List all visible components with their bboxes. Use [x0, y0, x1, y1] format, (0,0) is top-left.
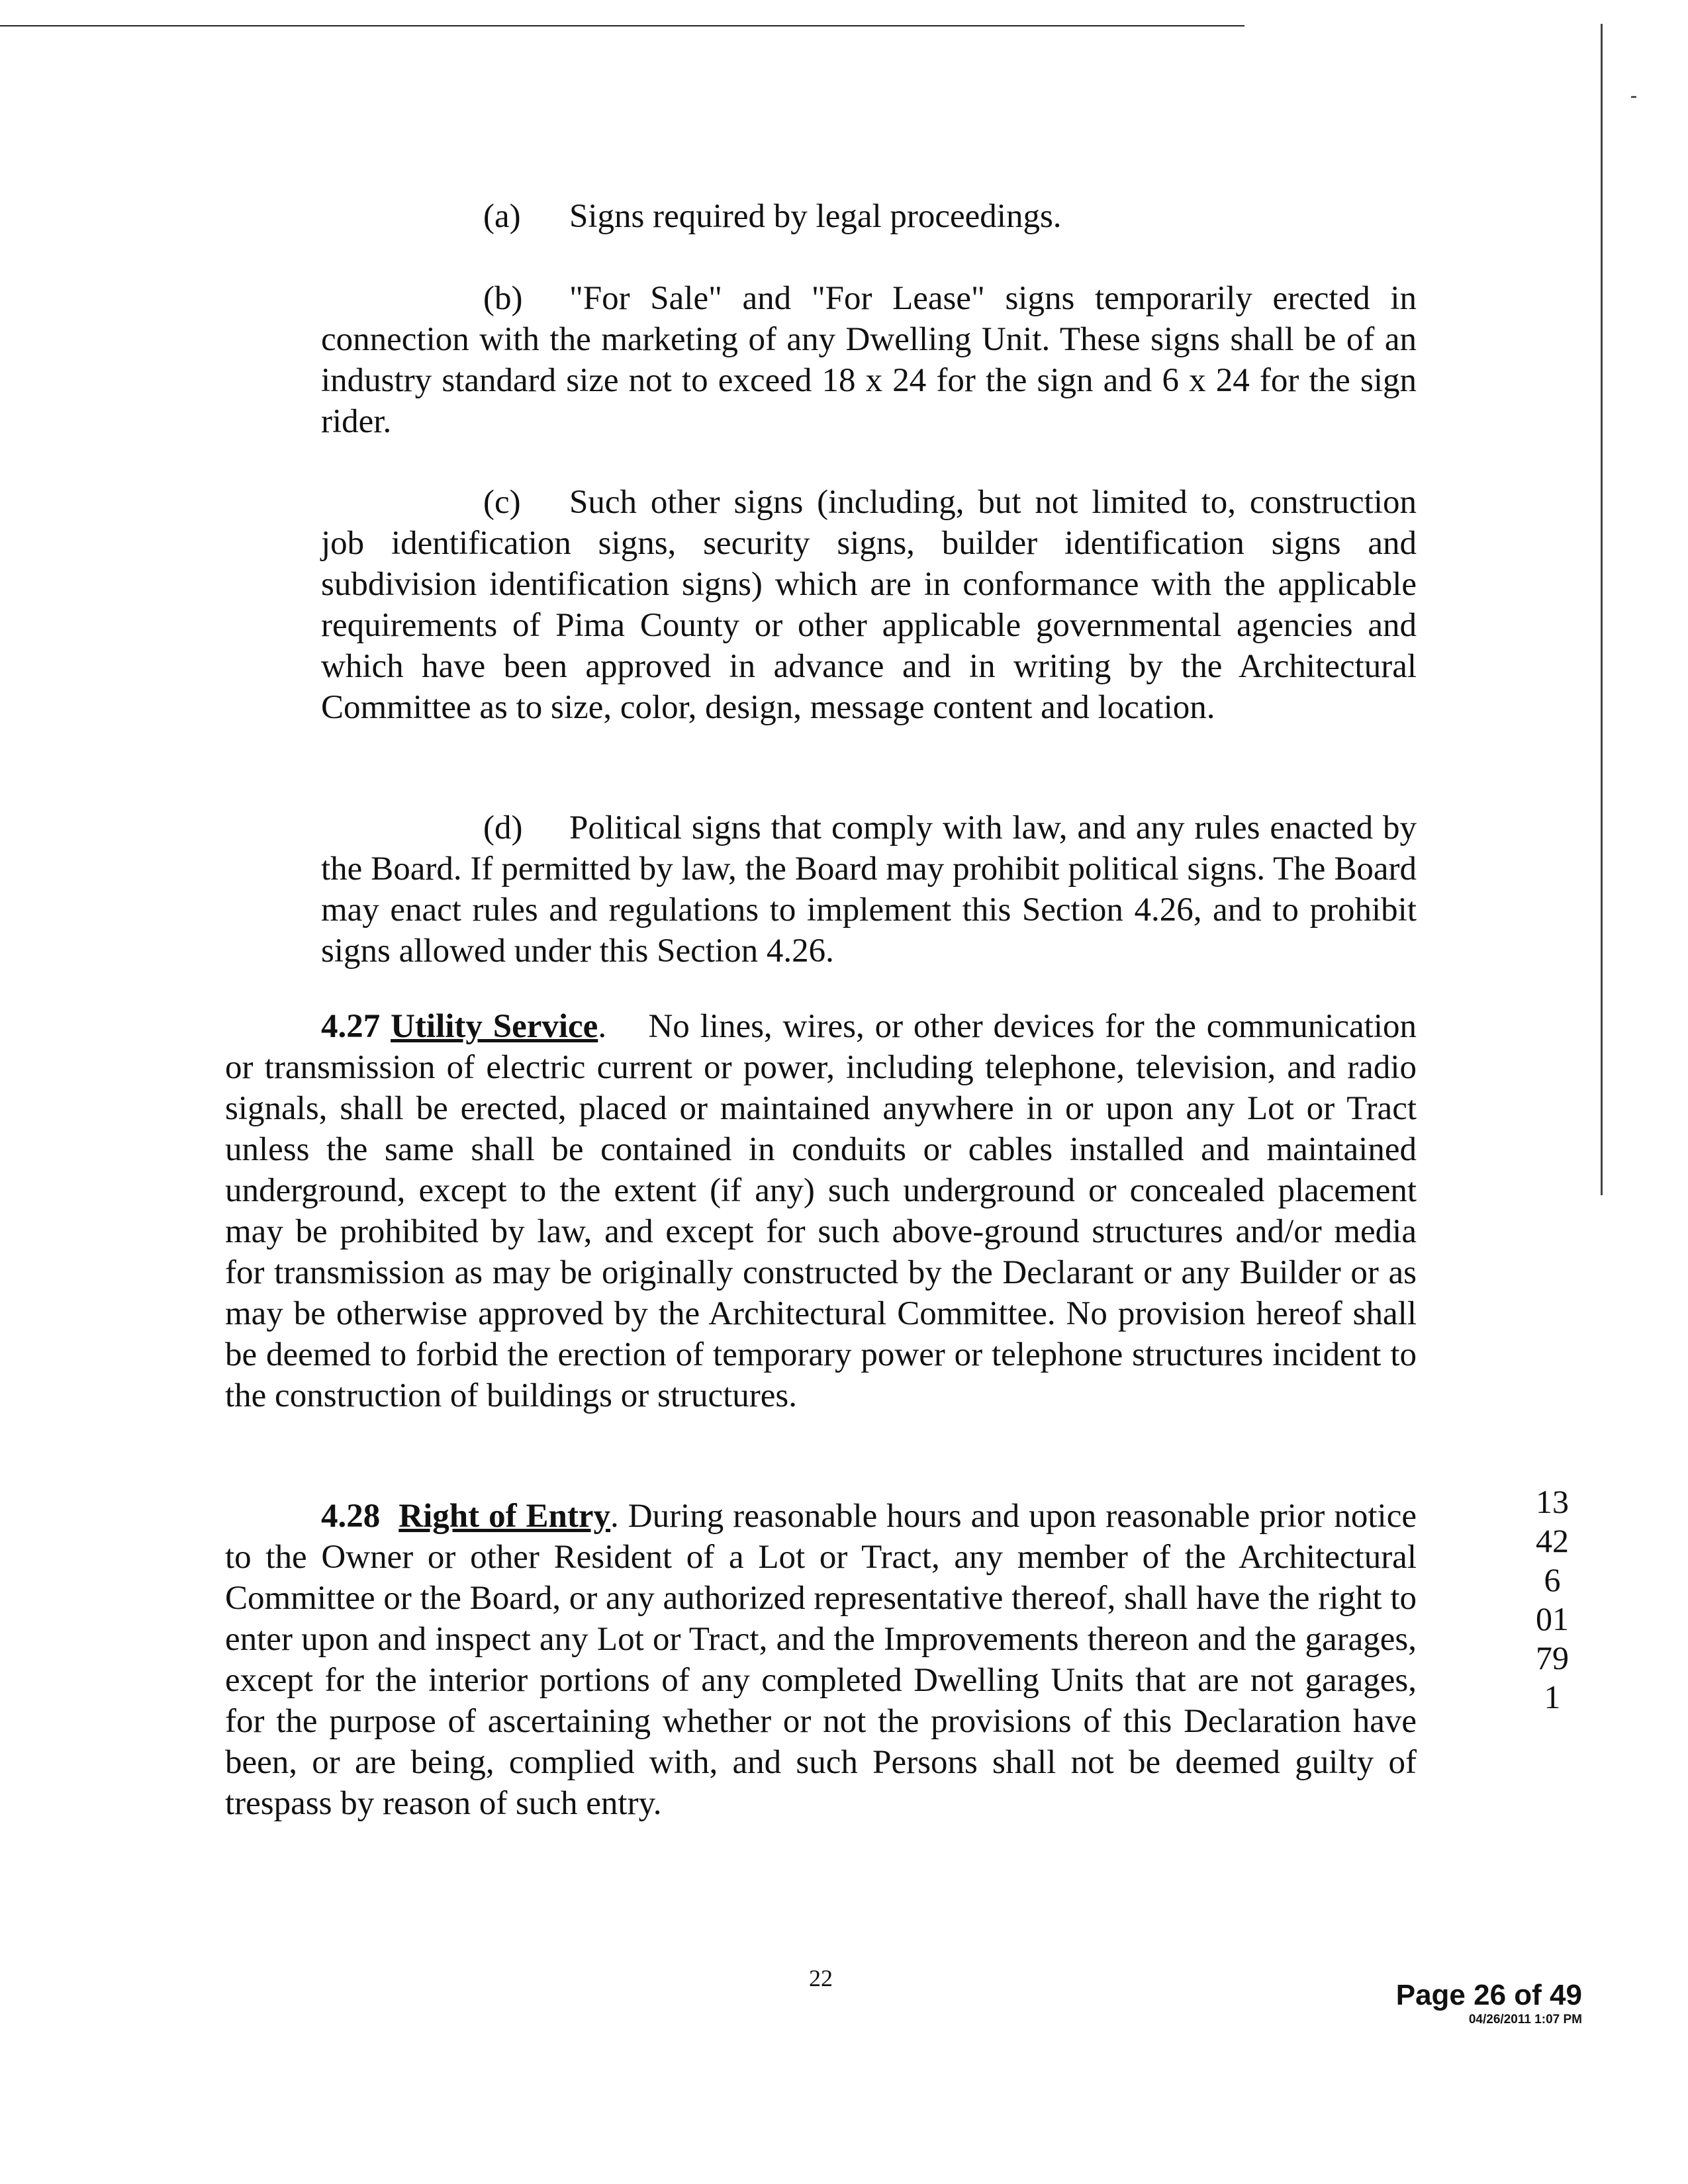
section-number: 4.27: [321, 1008, 381, 1045]
paragraph-label: (a): [483, 198, 521, 235]
paragraph-text: Political signs that comply with law, and any rules enacted by the Board. If permitted by law, the Board may prohibit political signs. The Board may enact rules and regulations to implement this Section 4.26, and to prohibit signs allowed under this Section 4.26.: [321, 809, 1417, 970]
paragraph-text: Signs required by legal proceedings.: [569, 198, 1062, 235]
right-margin-rule: [1601, 24, 1603, 1195]
paragraph-text: Such other signs (including, but not limited to, construction job identification signs, security signs, builder identification signs and subdivision identification signs) which are in conformance with the applicable requirements of Pima County or other applicable governmental agencies and which have been approved in advance and in writing by the Architectural Committee as to size, color, design, message content and location.: [321, 484, 1417, 726]
paragraph-b: [321, 278, 1417, 442]
section-text: During reasonable hours and upon reasonable prior notice to the Owner or other Resident of a Lot or Tract, any member of the Architectural Committee or the Board, or any authorized representative thereof, shall have the right to enter upon and inspect any Lot or Tract, and the Improvements thereon and the garages, except for the interior portions of any completed Dwelling Units that are not garages, for the purpose of ascertaining whether or not the provisions of this Declaration have been, or are being, complied with, and such Persons shall not be deemed guilty of trespass by reason of such entry.: [225, 1498, 1417, 1822]
page-number: 22: [809, 1965, 833, 1991]
top-rule: [0, 25, 1244, 26]
margin-tick-mark: [1631, 96, 1636, 98]
paragraph-label: (c): [483, 484, 521, 521]
paragraph-c: [321, 482, 1417, 728]
recorder-stamp: [1364, 1979, 1582, 2028]
section-4-28: 4.28 Right of Entry. During reasonable hours and upon reasonable prior notice to the Owner or other Resident of a Lot or Tract, any member of the Architectural Committee or the Board, or any authorized representative thereof, shall have the right to enter upon and inspect any Lot or Tract, and the Improvements thereon and the garages, except for the interior portions of any completed Dwelling Units that are not garages, for the purpose of ascertaining whether or not the provisions of this Declaration have been, or are being, complied with, and such Persons shall not be deemed guilty of trespass by reason of such entry.: [225, 1498, 1417, 1822]
section-text: No lines, wires, or other devices for the communication or transmission of electric current or power, including telephone, television, and radio signals, shall be erected, placed or maintained anywhere in or upon any Lot or Tract unless the same shall be contained in conduits or cables installed and maintained underground, except to the extent (if any) such underground or concealed placement may be prohibited by law, and except for such above-ground structures and/or media for transmission as may be originally constructed by the Declarant or any Builder or as may be otherwise approved by the Architectural Committee. No provision hereof shall be deemed to forbid the erection of temporary power or telephone structures incident to the construction of buildings or structures.: [225, 1008, 1417, 1414]
paragraph-a: [321, 196, 1417, 237]
paragraph-label: (b): [483, 280, 523, 317]
section-title: Right of Entry: [399, 1498, 611, 1535]
paragraph-text: "For Sale" and "For Lease" signs temporarily erected in connection with the marketing of any Dwelling Unit. These signs shall be of an industry standard size not to exceed 18 x 24 for the sign and 6 x 24 for the sign rider.: [321, 280, 1417, 440]
recording-number-vertical: 13426 0179 1: [1536, 1483, 1569, 1715]
paragraph-d: [321, 807, 1417, 972]
section-4-27: 4.27 Utility Service. No lines, wires, or other devices for the communication or transmission of electric current or power, including telephone, television, and radio signals, shall be erected, placed or maintained anywhere in or upon any Lot or Tract unless the same shall be contained in conduits or cables installed and maintained underground, except to the extent (if any) such underground or concealed placement may be prohibited by law, and except for such above-ground structures and/or media for transmission as may be originally constructed by the Declarant or any Builder or as may be otherwise approved by the Architectural Committee. No provision hereof shall be deemed to forbid the erection of temporary power or telephone structures incident to the construction of buildings or structures.: [225, 1008, 1417, 1414]
stamp-datetime: 04/26/2011 1:07 PM: [1468, 2013, 1582, 2026]
section-number: 4.28: [321, 1498, 381, 1535]
paragraph-label: (d): [483, 809, 523, 846]
stamp-page-count: Page 26 of 49: [1395, 1979, 1582, 2011]
section-title: Utility Service: [391, 1008, 598, 1045]
